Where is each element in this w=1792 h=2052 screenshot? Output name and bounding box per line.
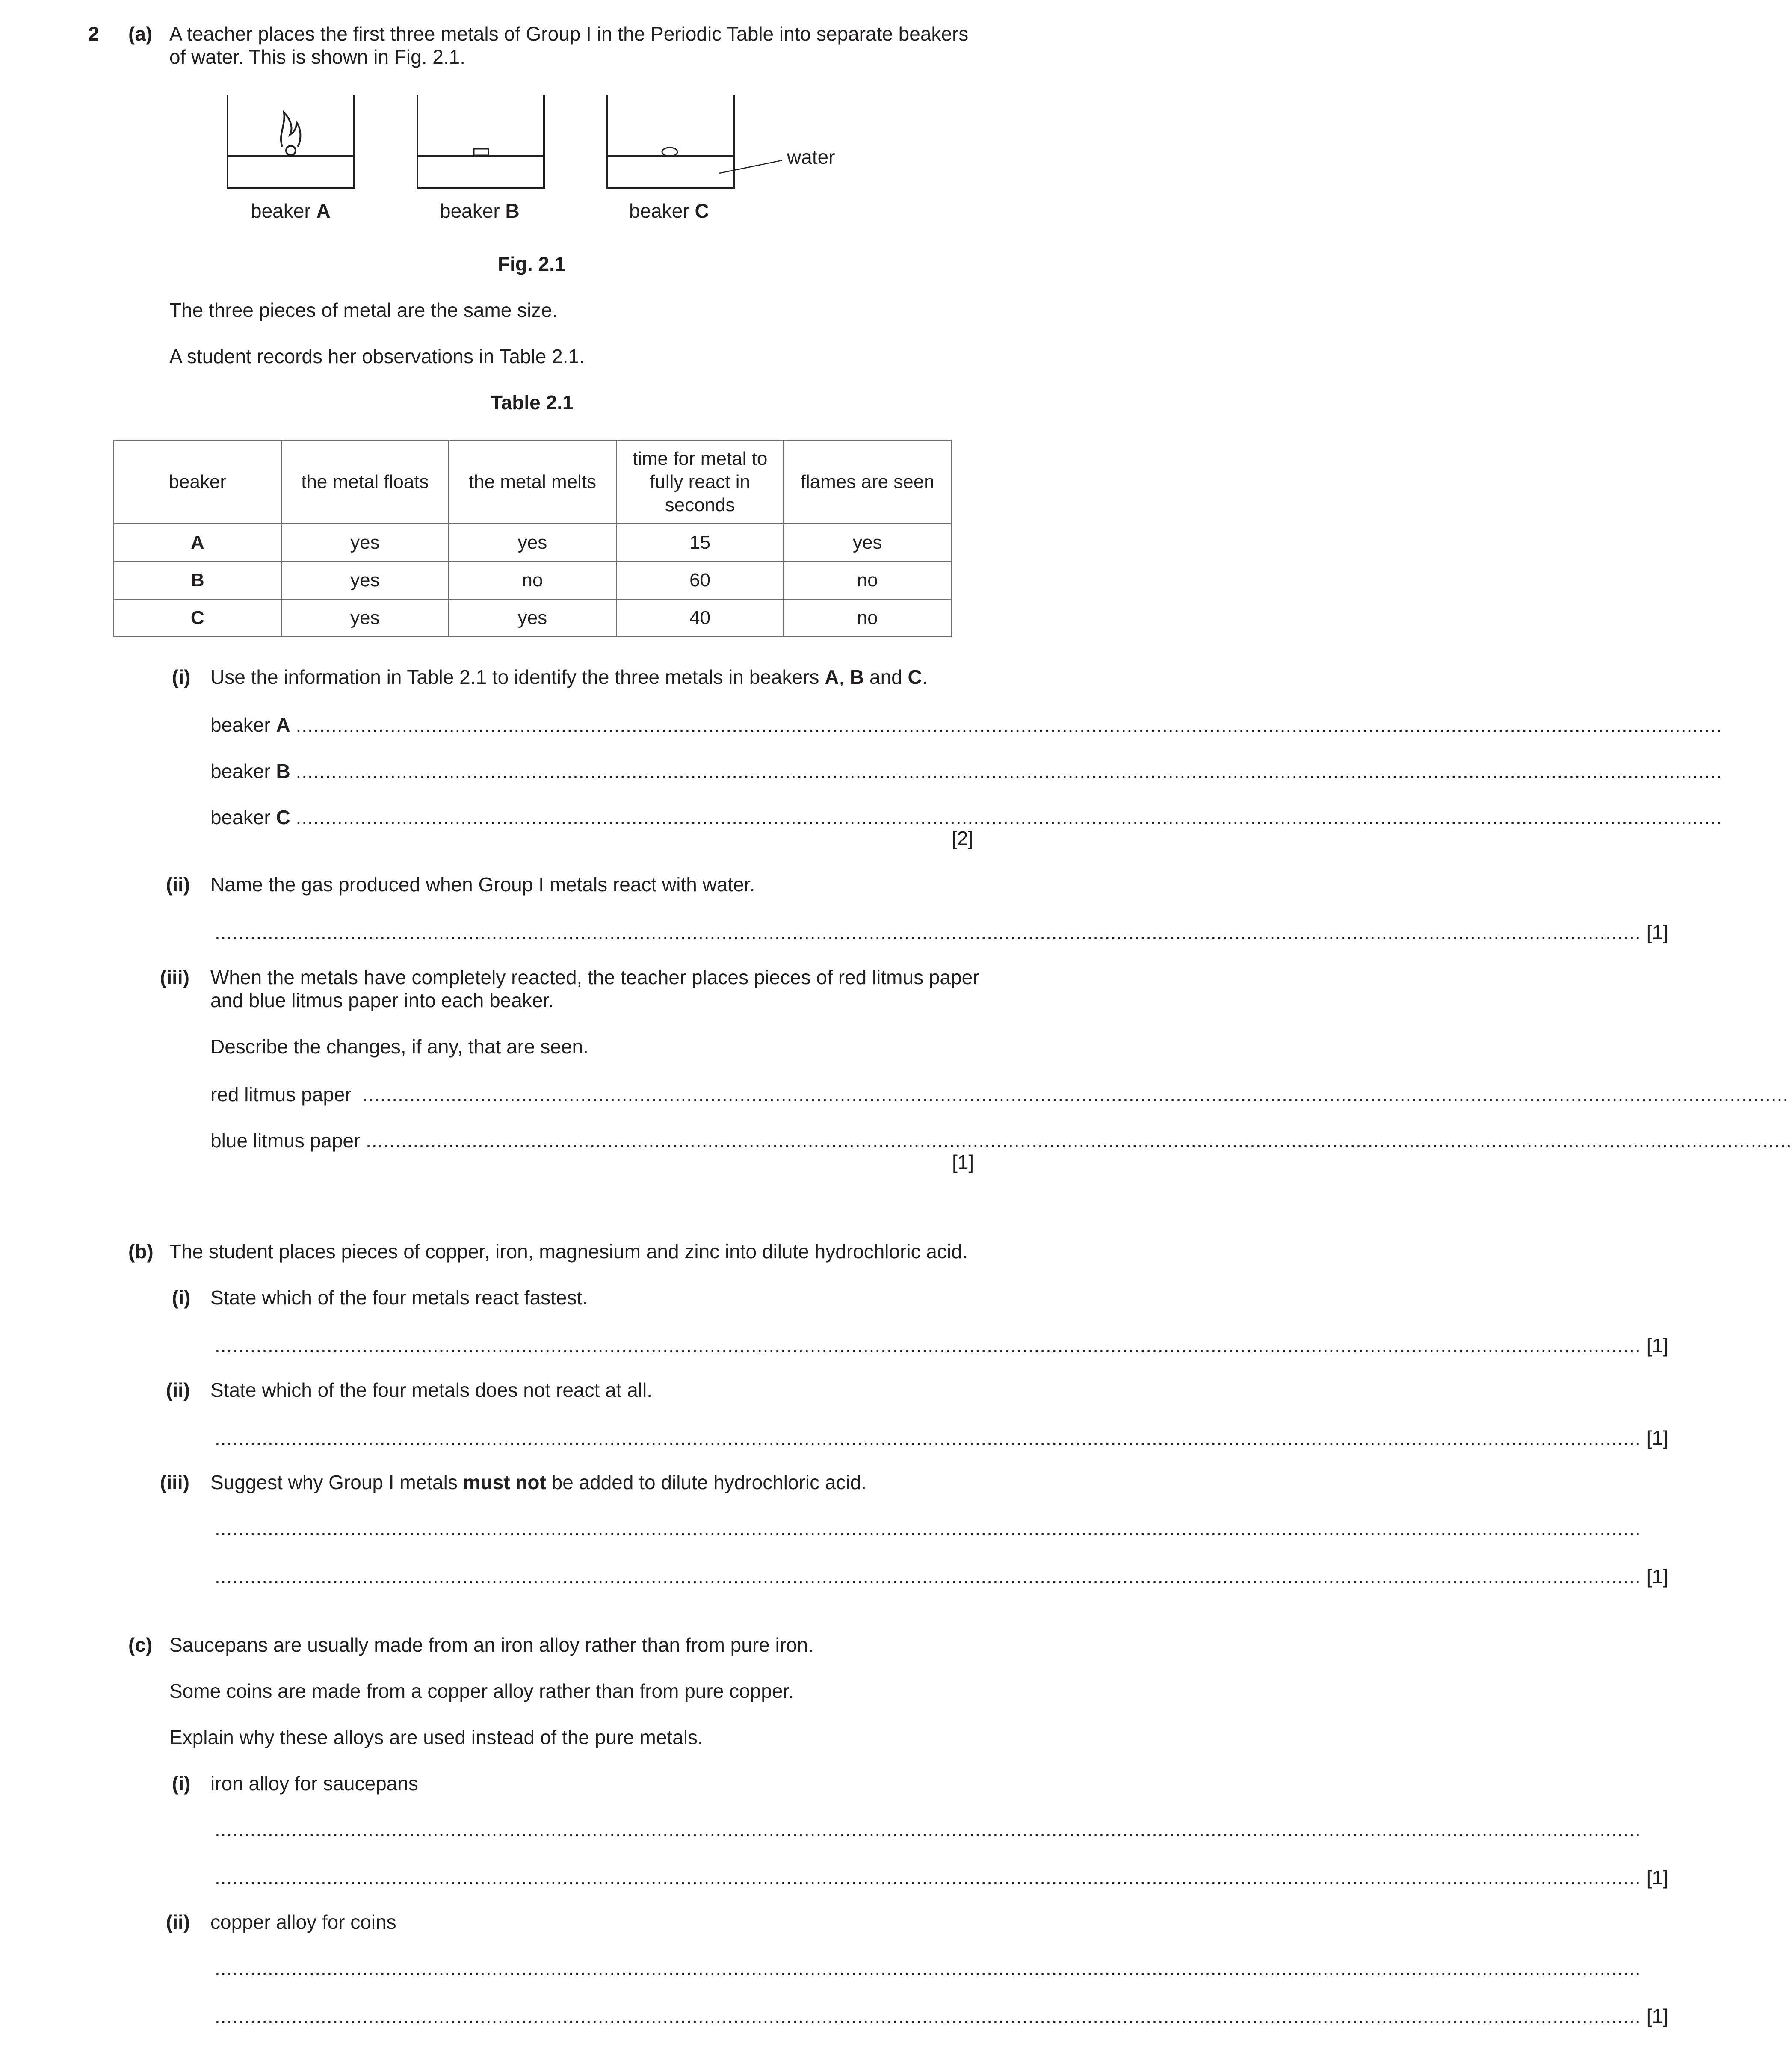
answer-line-coins-1[interactable] <box>215 1957 1641 1979</box>
answer-line-coins-2[interactable] <box>215 2005 1668 2028</box>
table-header-cell: beaker <box>114 440 281 524</box>
dotted-answer: .................................................................................................................................................................................................................................................. <box>296 760 1722 782</box>
answer-line-saucepans-1[interactable] <box>215 1818 1641 1841</box>
mark-allocation: [1] <box>1646 1334 1668 1357</box>
beaker-c-drawing <box>607 95 782 188</box>
table-cell: A <box>114 524 281 562</box>
part-b-i-text: State which of the four metals react fastest. <box>210 1286 588 1309</box>
table-cell: yes <box>281 599 449 637</box>
part-c-line3: Explain why these alloys are used instead of the pure metals. <box>169 1726 703 1748</box>
part-b-ii-text: State which of the four metals does not react at all. <box>210 1379 653 1401</box>
flame-icon <box>281 112 300 147</box>
water-label: water <box>787 146 835 168</box>
dotted-answer: .................................................................................................................................................................................................................................................. <box>366 1129 1792 1152</box>
part-b-iii-text: Suggest why Group I metals must not be added to dilute hydrochloric acid. <box>210 1471 867 1493</box>
answer-line-beaker-a[interactable]: beaker A .................................................................................................................................................................................................................................................. <box>210 714 1722 736</box>
part-c-label: (c) <box>128 1634 153 1656</box>
table-cell: yes <box>449 524 616 562</box>
mark-allocation: [1] <box>1646 2005 1668 2027</box>
table-cell: B <box>114 562 281 599</box>
part-a-iii-text-line1: When the metals have completely reacted, the teacher places pieces of red litmus paper <box>210 966 979 988</box>
table-cell: C <box>114 599 281 637</box>
part-c-i-label: (i) <box>172 1772 191 1795</box>
mark-allocation: [1] <box>1646 1565 1668 1588</box>
part-a-iii-label: (iii) <box>160 966 189 988</box>
water-leader-line <box>719 160 782 173</box>
table-row <box>114 524 951 562</box>
answer-line-beaker-c[interactable]: beaker C .................................................................................................................................................................................................................................................. <box>210 806 1722 828</box>
part-b-label: (b) <box>128 1240 154 1263</box>
observations-table <box>113 440 952 637</box>
table-cell: yes <box>784 524 951 562</box>
beaker-a-drawing <box>228 95 354 188</box>
dotted-answer: .................................................................................................................................................................................................................................................. <box>362 1083 1789 1106</box>
mark-allocation: [2] <box>952 827 974 849</box>
table-cell: 40 <box>616 599 784 637</box>
table-cell: no <box>784 599 951 637</box>
table-cell: no <box>449 562 616 599</box>
dotted-answer: .................................................................................................................................................................................................................................................. <box>215 1565 1641 1588</box>
beaker-c-label: beaker C <box>629 200 709 222</box>
answer-line-saucepans-2[interactable] <box>215 1866 1668 1889</box>
table-cell: yes <box>281 524 449 562</box>
part-c-line1: Saucepans are usually made from an iron alloy rather than from pure iron. <box>169 1634 814 1656</box>
dotted-answer: .................................................................................................................................................................................................................................................. <box>215 2005 1641 2027</box>
dotted-answer: .................................................................................................................................................................................................................................................. <box>215 1957 1641 1979</box>
answer-line-red-litmus[interactable]: red litmus paper .................................................................................................................................................................................................................................................. <box>210 1083 1789 1106</box>
part-a-iii-describe: Describe the changes, if any, that are seen. <box>210 1035 588 1058</box>
question-number: 2 <box>88 23 99 45</box>
table-header-cell: the metal melts <box>449 440 616 524</box>
part-a-i-text: Use the information in Table 2.1 to identify the three metals in beakers A, B and C. <box>210 666 928 688</box>
answer-line-gas[interactable] <box>215 921 1668 944</box>
same-size-text: The three pieces of metal are the same size. <box>169 299 558 321</box>
part-c-ii-text: copper alloy for coins <box>210 1911 396 1933</box>
part-b-intro: The student places pieces of copper, iron, magnesium and zinc into dilute hydrochloric acid. <box>169 1240 968 1263</box>
dotted-answer: .................................................................................................................................................................................................................................................. <box>296 806 1722 828</box>
part-a-intro-line1: A teacher places the first three metals of Group I in the Periodic Table into separate beakers <box>169 23 969 45</box>
beaker-a-label: beaker A <box>251 200 331 222</box>
dotted-answer: .................................................................................................................................................................................................................................................. <box>215 1866 1641 1889</box>
table-cell: yes <box>281 562 449 599</box>
table-header-cell: the metal floats <box>281 440 449 524</box>
part-a-i-label: (i) <box>172 666 191 688</box>
table-cell: yes <box>449 599 616 637</box>
beaker-b-drawing <box>417 95 544 188</box>
answer-line-fastest[interactable] <box>215 1334 1668 1357</box>
dotted-answer: .................................................................................................................................................................................................................................................. <box>215 1818 1641 1841</box>
answer-line-beaker-b[interactable]: beaker B .................................................................................................................................................................................................................................................. <box>210 760 1722 782</box>
mark-allocation: [1] <box>1646 1427 1668 1449</box>
table-header-row <box>114 440 951 524</box>
beakers-figure <box>214 92 855 190</box>
records-text: A student records her observations in Table 2.1. <box>169 345 585 367</box>
part-a-ii-label: (ii) <box>166 873 190 896</box>
mark-allocation: [1] <box>1646 921 1668 943</box>
answer-line-group1-1[interactable] <box>215 1517 1641 1540</box>
dotted-answer: .................................................................................................................................................................................................................................................. <box>215 1427 1641 1449</box>
part-a-intro-line2: of water. This is shown in Fig. 2.1. <box>169 46 466 68</box>
answer-line-group1-2[interactable] <box>215 1565 1668 1588</box>
table-row <box>114 599 951 637</box>
dotted-answer: .................................................................................................................................................................................................................................................. <box>215 1517 1641 1540</box>
table-cell: 15 <box>616 524 784 562</box>
mark-allocation: [1] <box>1646 1866 1668 1889</box>
table-cell: no <box>784 562 951 599</box>
part-b-ii-label: (ii) <box>166 1379 190 1401</box>
part-a-label: (a) <box>128 23 153 45</box>
part-c-i-text: iron alloy for saucepans <box>210 1772 418 1795</box>
part-b-iii-label: (iii) <box>160 1471 189 1493</box>
part-a-iii-text-line2: and blue litmus paper into each beaker. <box>210 989 554 1011</box>
part-c-ii-label: (ii) <box>166 1911 190 1933</box>
dotted-answer: .................................................................................................................................................................................................................................................. <box>296 714 1722 736</box>
table-cell: 60 <box>616 562 784 599</box>
part-a-ii-text: Name the gas produced when Group I metals react with water. <box>210 873 755 896</box>
table-row <box>114 562 951 599</box>
table-caption: Table 2.1 <box>491 391 574 414</box>
table-header-cell: time for metal to fully react in seconds <box>616 440 784 524</box>
part-c-line2: Some coins are made from a copper alloy rather than from pure copper. <box>169 1680 794 1702</box>
figure-caption: Fig. 2.1 <box>498 253 566 275</box>
table-header-cell: flames are seen <box>784 440 951 524</box>
answer-line-blue-litmus[interactable]: blue litmus paper .................................................................................................................................................................................................................................................. <box>210 1129 1792 1152</box>
dotted-answer: .................................................................................................................................................................................................................................................. <box>215 921 1641 943</box>
beaker-b-label: beaker B <box>440 200 520 222</box>
mark-allocation: [1] <box>952 1151 974 1173</box>
answer-line-no-reaction[interactable] <box>215 1426 1668 1449</box>
part-b-i-label: (i) <box>172 1286 191 1309</box>
dotted-answer: .................................................................................................................................................................................................................................................. <box>215 1334 1641 1357</box>
